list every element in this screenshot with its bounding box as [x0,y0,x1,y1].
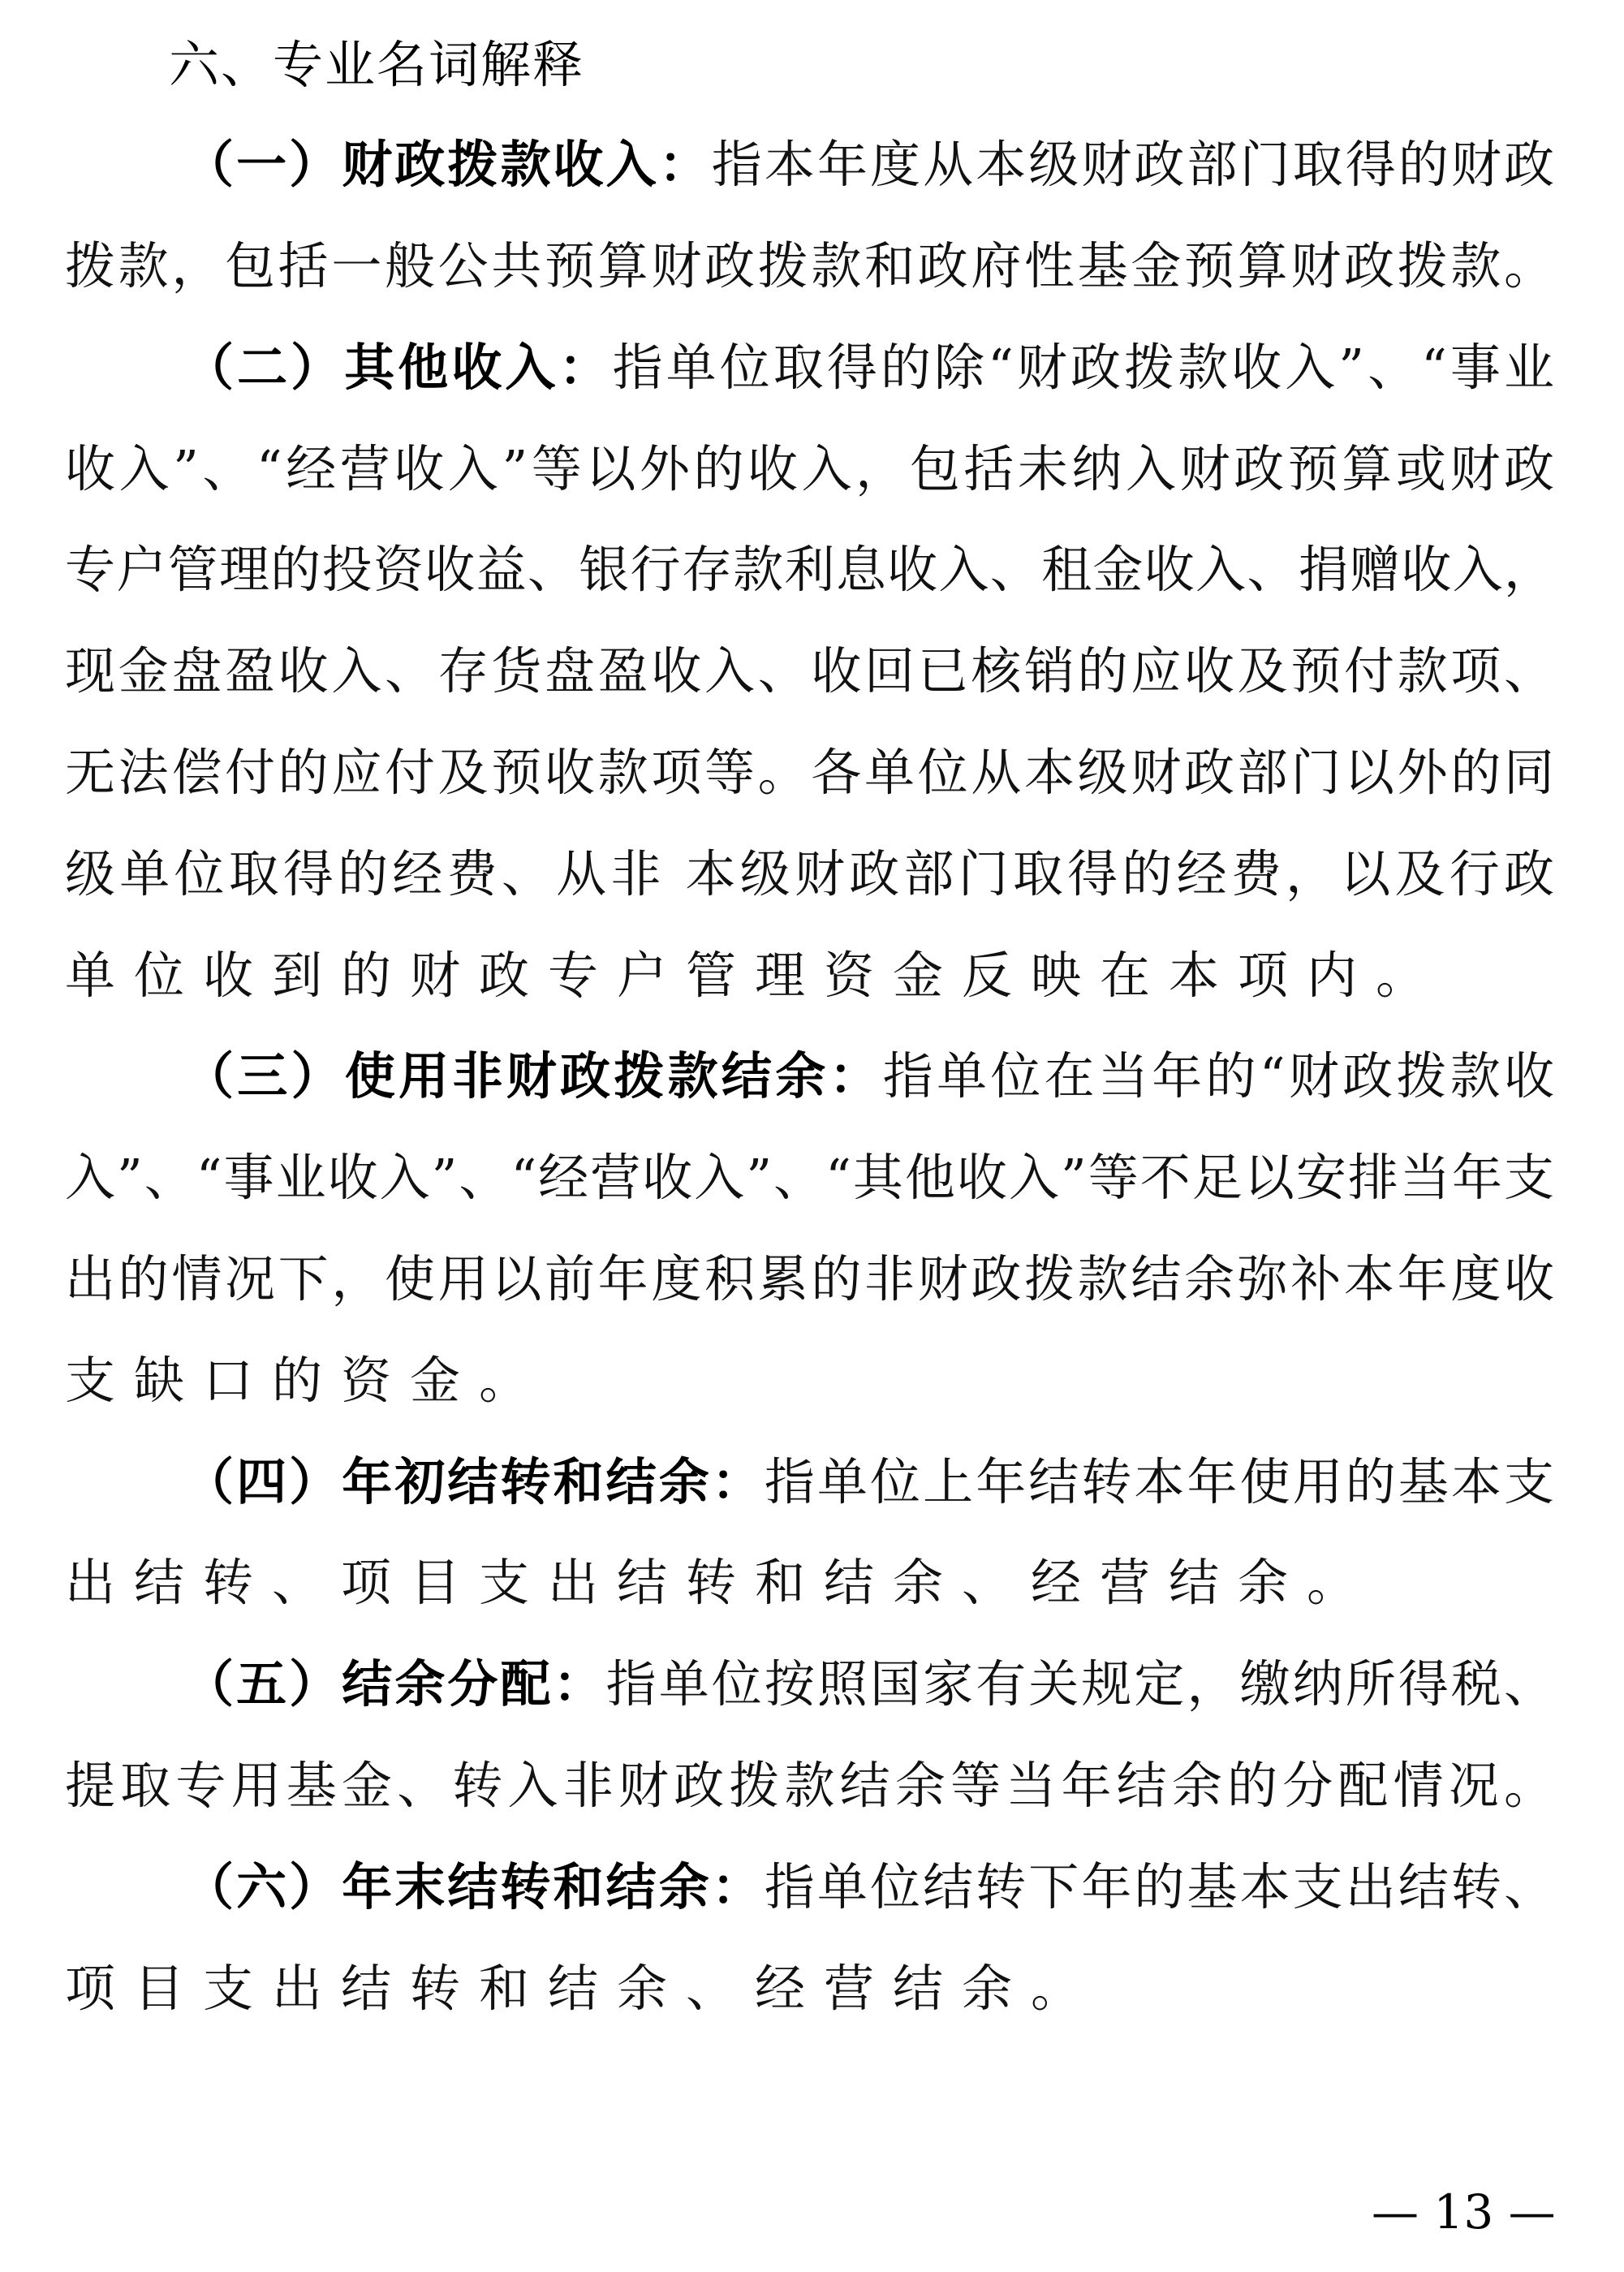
paragraph-2-line-4: 现金盘盈收入、存货盘盈收入、收回已核销的应收及预付款项、 [65,641,1554,701]
paragraph-4-line-2: 出结转、项目支出结转和结余、经营结余。 [65,1553,1376,1612]
definition-text: 指单位上年结转本年使用的基本支 [764,1452,1554,1511]
paragraph-1-line-1 [183,132,1554,197]
paragraph-2-line-5: 无法偿付的应付及预收款项等。各单位从本级财政部门以外的同 [65,743,1554,802]
term-surplus-distribution: （五）结余分配： [183,1654,606,1714]
paragraph-2-line-1 [183,335,1554,400]
definition-text: 指单位结转下年的基本支出结转、 [764,1857,1554,1916]
definition-text: 指单位取得的除“财政拨款收入”、“事业 [612,338,1554,397]
term-beginning-carryover-surplus: （四）年初结转和结余： [183,1452,765,1511]
term-use-of-non-fiscal-surplus: （三）使用非财政拨款结余： [183,1046,883,1106]
paragraph-2-line-3: 专户管理的投资收益、银行存款利息收入、租金收入、捐赠收入， [65,540,1554,599]
paragraph-4-line-1 [183,1450,1554,1515]
paragraph-3-line-1 [183,1044,1554,1109]
paragraph-6-line-1 [183,1855,1554,1920]
paragraph-5-line-1 [183,1652,1554,1717]
paragraph-6-line-2: 项目支出结转和结余、经营结余。 [65,1959,1101,2018]
paragraph-3-line-4: 支缺口的资金。 [65,1351,549,1410]
paragraph-1-line-2: 拨款，包括一般公共预算财政拨款和政府性基金预算财政拨款。 [65,236,1554,295]
definition-text: 指单位按照国家有关规定，缴纳所得税、 [605,1654,1554,1714]
paragraph-2-line-6: 级单位取得的经费、从非 本级财政部门取得的经费，以及行政 [65,844,1554,903]
section-title: 六、专业名词解释 [169,35,585,94]
paragraph-2-line-7: 单位收到的财政专户管理资金反映在本项内。 [65,946,1445,1005]
term-year-end-carryover-surplus: （六）年末结转和结余： [183,1857,765,1916]
paragraph-5-line-2: 提取专用基金、转入非财政拨款结余等当年结余的分配情况。 [65,1756,1554,1815]
paragraph-3-line-3: 出的情况下，使用以前年度积累的非财政拨款结余弥补本年度收 [65,1249,1554,1308]
definition-text: 指单位在当年的“财政拨款收 [882,1046,1554,1106]
paragraph-3-line-2: 入”、“事业收入”、“经营收入”、“其他收入”等不足以安排当年支 [65,1148,1554,1207]
term-fiscal-appropriation-income: （一）财政拨款收入： [183,135,712,194]
page-number: — 13 — [1372,2184,1556,2240]
paragraph-2-line-2: 收入”、“经营收入”等以外的收入，包括未纳入财政预算或财政 [65,439,1554,498]
term-other-income: （二）其他收入： [183,338,613,397]
definition-text: 指本年度从本级财政部门取得的财政 [711,135,1554,194]
